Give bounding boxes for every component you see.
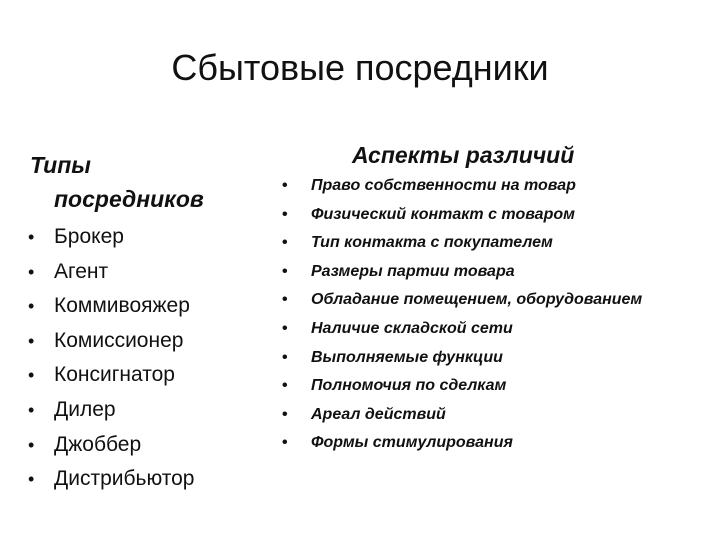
list-item: • Размеры партии товара — [282, 262, 702, 281]
difference-aspects-list — [282, 176, 702, 462]
right-column-heading: Аспекты различий — [352, 142, 575, 168]
list-item: • Формы стимулирования — [282, 433, 702, 452]
list-item: • Джоббер — [28, 428, 194, 463]
list-item: • Коммивояжер — [28, 289, 194, 324]
list-item: • Наличие складской сети — [282, 319, 702, 338]
intermediary-types-list — [28, 220, 194, 497]
list-item: • Агент — [28, 255, 194, 290]
list-item: • Физический контакт с товаром — [282, 205, 702, 224]
slide-title: Сбытовые посредники — [171, 47, 549, 88]
left-heading-line2: посредников — [54, 186, 204, 212]
list-item: • Брокер — [28, 220, 194, 255]
left-column-heading — [30, 148, 270, 216]
list-item: • Дилер — [28, 393, 194, 428]
list-item: • Обладание помещением, оборудованием — [282, 290, 702, 309]
list-item: • Ареал действий — [282, 405, 702, 424]
list-item: • Полномочия по сделкам — [282, 376, 702, 395]
left-heading-line1: Типы — [30, 152, 91, 178]
list-item: • Комиссионер — [28, 324, 194, 359]
list-item: • Тип контакта с покупателем — [282, 233, 702, 252]
list-item: • Консигнатор — [28, 358, 194, 393]
list-item: • Право собственности на товар — [282, 176, 702, 195]
list-item: • Дистрибьютор — [28, 462, 194, 497]
list-item: • Выполняемые функции — [282, 348, 702, 367]
